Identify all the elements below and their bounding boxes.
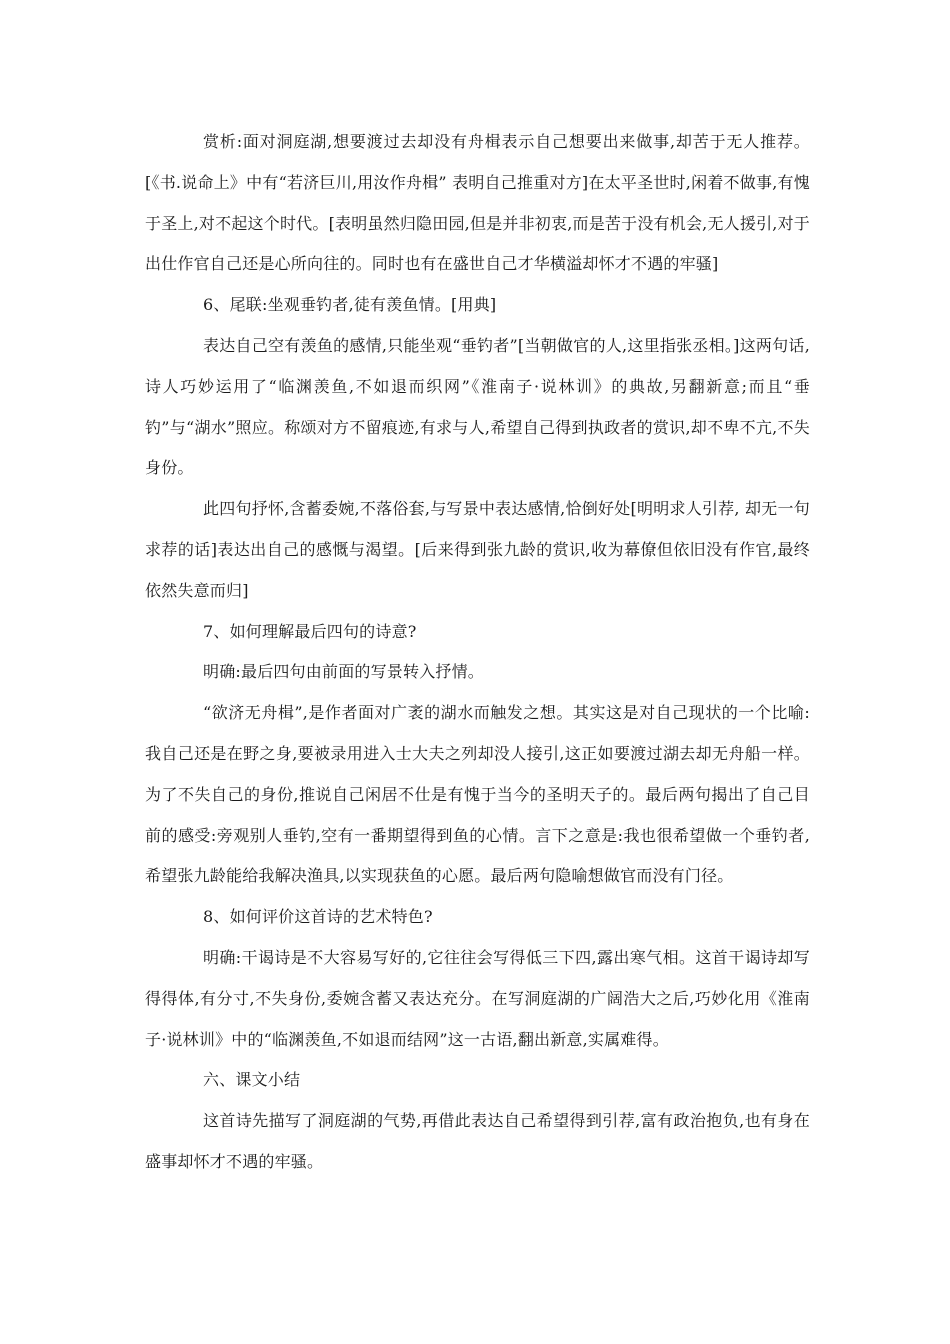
heading-6-tail-couplet: 6、尾联:坐观垂钓者,徒有羡鱼情。[用典] — [203, 295, 497, 315]
paragraph-four-lines-summary: 此四句抒怀,含蓄委婉,不落俗套,与写景中表达感情,恰倒好处[明明求人引荐, 却无一句求荐的话]表达出自己的感慨与渴望。[后来得到张九龄的赏识,收为幕僚但依旧没有作官,最终依然失意而归] — [145, 499, 810, 600]
heading-7-question: 7、如何理解最后四句的诗意? — [203, 621, 417, 641]
paragraph-lesson-summary: 这首诗先描写了洞庭湖的气势,再借此表达自己希望得到引荐,富有政治抱负,也有身在盛事却怀才不遇的牢骚。 — [145, 1111, 810, 1171]
paragraph-tail-couplet-analysis: 表达自己空有羡鱼的感情,只能坐观“垂钓者”[当朝做官的人,这里指张丞相。]这两句话,诗人巧妙运用了“临渊羡鱼,不如退而织网”《淮南子·说林训》的典故,另翻新意;而且“垂钓”与“湖水”照应。称颂对方不留痕迹,有求与人,希望自己得到执政者的赏识,却不卑不亢,不失身份。 — [145, 335, 810, 478]
answer-8-body: 明确:干谒诗是不大容易写好的,它往往会写得低三下四,露出寒气相。这首干谒诗却写得得体,有分寸,不失身份,委婉含蓄又表达充分。在写洞庭湖的广阔浩大之后,巧妙化用《淮南子·说林训》中的“临渊羡鱼,不如退而结网”这一古语,翻出新意,实属难得。 — [145, 947, 810, 1049]
answer-7-body: “欲济无舟楫”,是作者面对广袤的湖水而触发之想。其实这是对自己现状的一个比喻:我自己还是在野之身,要被录用进入士大夫之列却没人接引,这正如要渡过湖去却无舟船一样。为了不失自己的身份,推说自己闲居不仕是有愧于当今的圣明天子的。最后两句揭出了自己目前的感受:旁观别人垂钓,空有一番期望得到鱼的心情。言下之意是:我也很希望做一个垂钓者,希望张九龄能给我解决渔具,以实现获鱼的心愿。最后两句隐喻想做官而没有门径。 — [145, 703, 810, 886]
paragraph-appreciation: 赏析:面对洞庭湖,想要渡过去却没有舟楫表示自己想要出来做事,却苦于无人推荐。[《书.说命上》中有“若济巨川,用汝作舟楫” 表明自己推重对方]在太平圣世时,闲着不做事,有愧于圣上,对不起这个时代。[表明虽然归隐田园,但是并非初衷,而是苦于没有机会,无人援引,对于出仕作官自己还是心所向往的。同时也有在盛世自己才华横溢却怀才不遇的牢骚] — [145, 132, 810, 274]
heading-6-lesson-summary: 六、课文小结 — [203, 1070, 301, 1090]
document-body — [145, 122, 810, 1183]
heading-8-question: 8、如何评价这首诗的艺术特色? — [203, 907, 433, 927]
answer-7-intro: 明确:最后四句由前面的写景转入抒情。 — [203, 662, 484, 682]
